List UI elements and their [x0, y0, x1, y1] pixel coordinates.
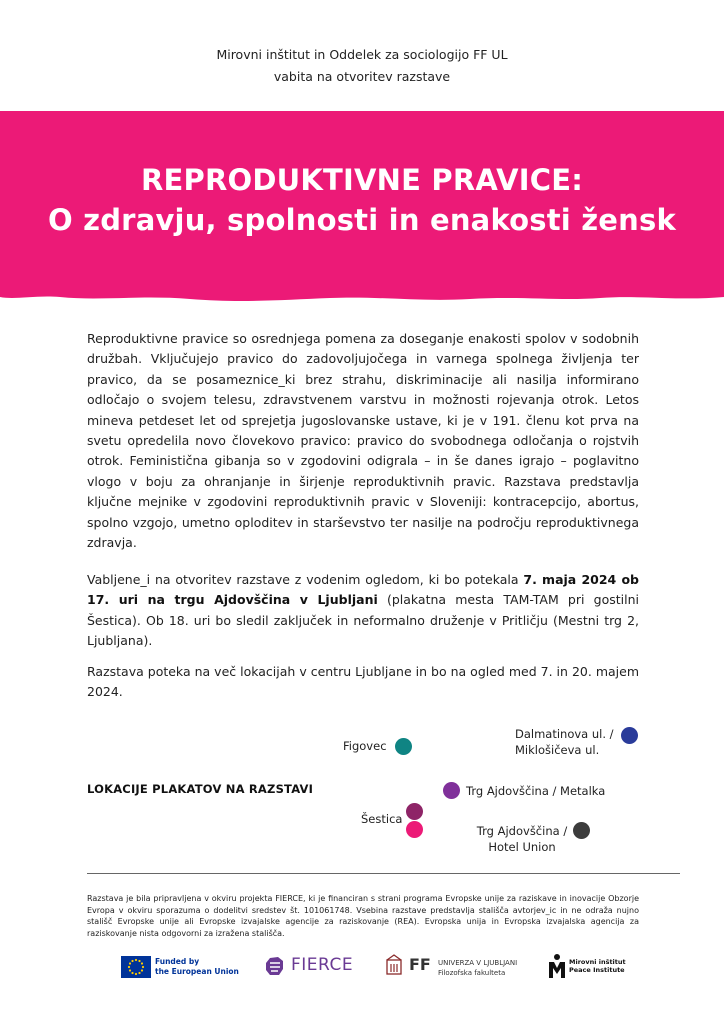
- footer-divider: [87, 873, 680, 874]
- invitation-line: vabita na otvoritev razstave: [273, 69, 451, 84]
- peace-institute-icon: [547, 953, 567, 979]
- location-dot-sestica-bottom: [406, 821, 423, 838]
- location-label-dalmatinova: [515, 726, 614, 758]
- location-label-metalka: Trg Ajdovščina / Metalka: [466, 784, 606, 798]
- university-line2: Filozofska fakulteta: [438, 969, 506, 977]
- location-label-dalmatinova-line2: Miklošičeva ul.: [515, 743, 600, 757]
- university-logo-text: [438, 958, 517, 978]
- event-date-location: 7. maja 2024 ob 17. uri na trgu Ajdovščina v Ljubljani: [87, 572, 639, 608]
- eu-funding-line2: the European Union: [155, 966, 239, 976]
- invitation-text-a: Vabljene_i na otvoritev razstave z vodenim ogledom, ki bo potekala: [87, 572, 524, 587]
- peace-institute-line1: Mirovni inštitut: [569, 958, 626, 966]
- location-label-dalmatinova-line1: Dalmatinova ul. /: [515, 727, 614, 741]
- location-dot-figovec: [395, 738, 412, 755]
- location-label-hotel-union-line2: Hotel Union: [488, 840, 556, 854]
- organizers-line: Mirovni inštitut in Oddelek za sociologijo FF UL: [216, 47, 508, 62]
- exhibition-title: [0, 160, 724, 240]
- location-dot-metalka: [443, 782, 460, 799]
- invitation-header: [0, 44, 724, 88]
- title-line-1: REPRODUKTIVNE PRAVICE:: [140, 163, 584, 197]
- locations-heading: LOKACIJE PLAKATOV NA RAZSTAVI: [87, 782, 314, 796]
- description-paragraph: Reproduktivne pravice so osrednjega pomena za doseganje enakosti spolov v sodobnih družbah. Vključujejo pravico do zadovoljujočega in varnega spolnega življenja ter pravico, da se posameznice_ki brez strahu, diskriminacije ali nasilja informirano odločajo o svojem telesu, zdravstvenem varstvu in možnosti rojevanja otrok. Letos mineva petdeset let od sprejetja jugoslovanske ustave, ki je v 191. členu kot prva na svetu opredelila novo človekovo pravico: pravico do svobodnega odločanja o rojstvih otrok. Feministična gibanja so v zgodovini odigrala – in še danes igrajo – poglavitno vlogo v boju za ohranjanje in širjenje reproduktivnih pravic. Razstava predstavlja ključne mejnike v zgodovini reproduktivnih pravic v Sloveniji: kontracepcijo, abortus, spolno vzgojo, umetno oploditev in starševstvo ter nasilje na področju reproduktivnega zdravja.: [87, 331, 639, 551]
- location-dot-dalmatinova: [621, 727, 638, 744]
- ff-logo-text: FF: [409, 955, 431, 974]
- university-emblem-icon: [385, 954, 405, 976]
- location-label-sestica: Šestica: [361, 812, 403, 826]
- location-dot-hotel-union: [573, 822, 590, 839]
- eu-flag-icon: [121, 956, 151, 978]
- location-label-hotel-union: [474, 823, 570, 855]
- peace-institute-logo-text: [569, 958, 626, 974]
- university-line1: UNIVERZA V LJUBLJANI: [438, 959, 518, 967]
- location-label-hotel-union-line1: Trg Ajdovščina /: [476, 824, 568, 838]
- location-label-figovec: Figovec: [343, 739, 387, 753]
- location-dot-sestica-top: [406, 803, 423, 820]
- invitation-text-b: (plakatna mesta TAM-TAM pri gostilni Šestica). Ob 18. uri bo sledil zaključek in neformalno druženje v Pritličju (Mestni trg 2, Ljubljana).: [87, 592, 640, 649]
- funding-disclaimer: Razstava je bila pripravljena v okviru projekta FIERCE, ki je financiran s strani programa Evropske unije za raziskave in inovacije Obzorje Evropa v okviru sporazuma o dodelitvi sredstev št. 101061748. Vsebina razstave predstavlja stališča avtorjev_ic in ne odraža nujno stališč Evropske unije ali Evropske izvajalske agencije za raziskovanje (REA). Evropska unija in Evropska izvajalska agencija za raziskovanje nista odgovorni za izražena stališča.: [87, 894, 639, 938]
- peace-institute-line2: Peace Institute: [569, 966, 625, 974]
- eu-funding-line1: Funded by: [155, 957, 200, 966]
- title-line-2: O zdravju, spolnosti in enakosti žensk: [48, 203, 676, 237]
- duration-paragraph: Razstava poteka na več lokacijah v centru Ljubljane in bo na ogled med 7. in 20. majem 2024.: [87, 664, 639, 700]
- fierce-logo-text: FIERCE: [291, 955, 354, 975]
- invitation-paragraph: [87, 570, 639, 652]
- fierce-fist-icon: [261, 953, 287, 979]
- eu-funding-logo-text: [155, 957, 239, 976]
